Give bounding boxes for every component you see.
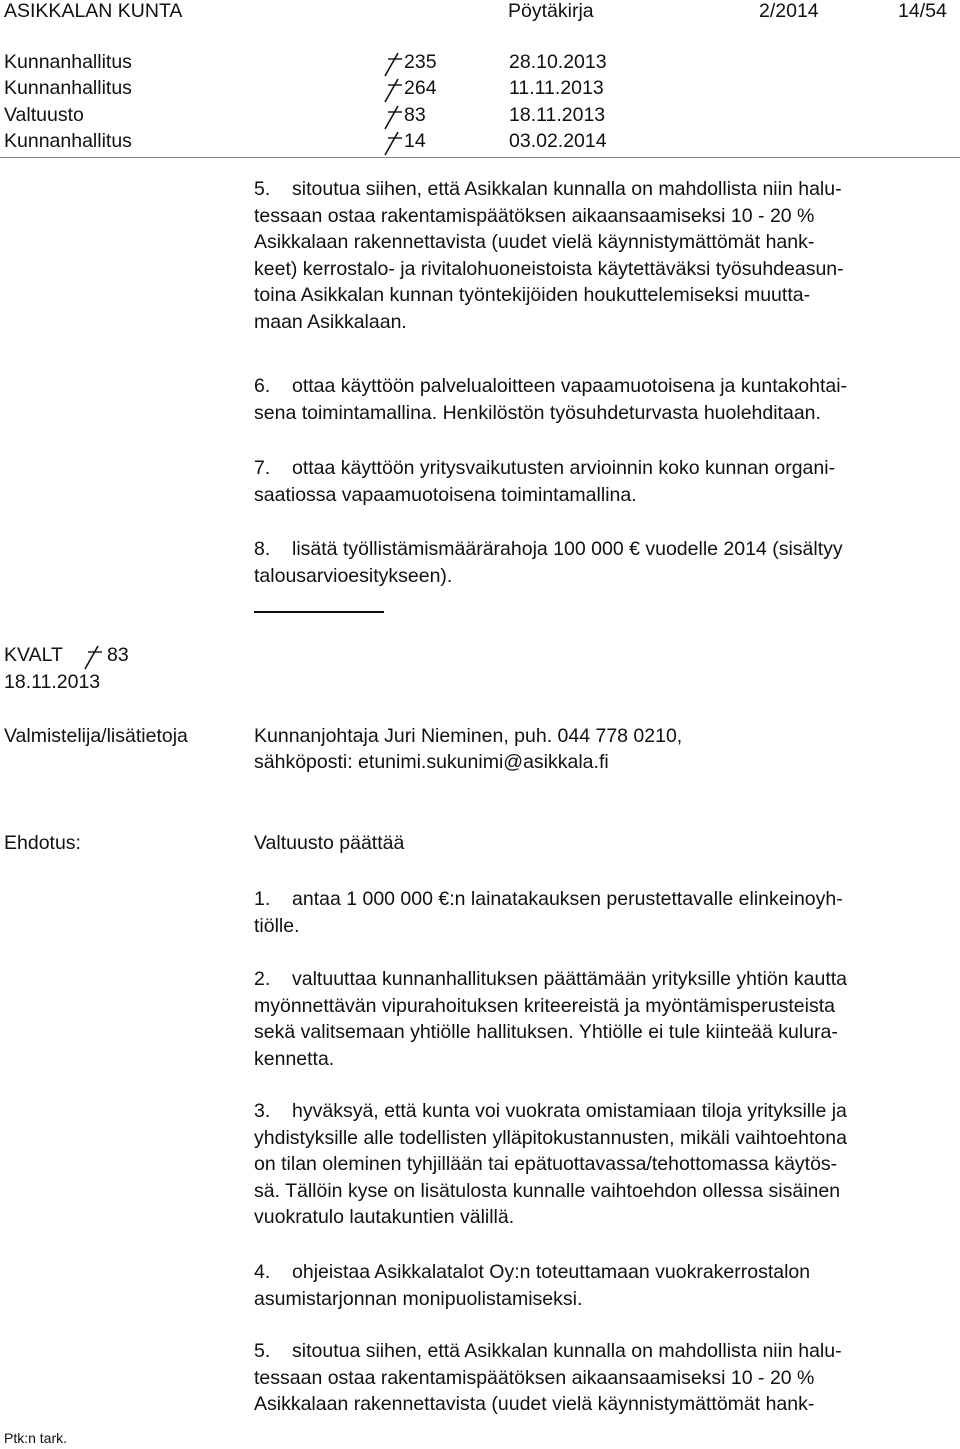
list-item [254, 1259, 954, 1312]
section-arrow-icon [378, 129, 406, 157]
section-arrow-icon [78, 643, 106, 671]
item-line: ottaa käyttöön yritysvaikutusten arvioinnin koko kunnan organi- [292, 457, 836, 479]
section-end-rule [254, 611, 384, 613]
item-line: tessaan ostaa rakentamispäätöksen aikaansaamiseksi 10 - 20 % [254, 1366, 815, 1389]
history-date: 18.11.2013 [509, 104, 606, 126]
page-number: 14/54 [898, 0, 947, 22]
item-number: 8. [254, 538, 271, 560]
history-body: Kunnanhallitus [4, 77, 132, 99]
doc-period: 2/2014 [759, 0, 819, 22]
item-number: 4. [254, 1261, 271, 1283]
item-number: 5. [254, 178, 271, 200]
item-number: 5. [254, 1340, 271, 1362]
section-arrow-icon [378, 103, 406, 131]
kvalt-num: 83 [107, 644, 129, 666]
item-line: asumistarjonnan monipuolistamiseksi. [254, 1287, 583, 1310]
item-line: sitoutua siihen, että Asikkalan kunnalla on mahdollista niin halu- [292, 1340, 842, 1362]
footer-ptk: Ptk:n tark. [4, 1430, 68, 1446]
preparer-line: Kunnanjohtaja Juri Nieminen, puh. 044 778 0210, [254, 725, 683, 747]
history-num: 14 [404, 130, 426, 152]
list-item [254, 1098, 954, 1231]
list-item [254, 966, 954, 1072]
list-item [254, 1338, 954, 1418]
section-arrow-icon [378, 50, 406, 78]
list-item [254, 176, 954, 336]
list-item [254, 373, 954, 426]
doc-type: Pöytäkirja [508, 0, 594, 22]
item-number: 1. [254, 888, 271, 910]
header-divider [0, 157, 960, 158]
item-line: keet) kerrostalo- ja rivitalohuoneistoista käytettäväksi työsuhdeasun- [254, 257, 844, 280]
history-date: 11.11.2013 [509, 77, 604, 99]
org-name: ASIKKALAN KUNTA [4, 0, 183, 22]
list-item [254, 536, 954, 589]
item-line: Asikkalaan rakennettavista (uudet vielä käynnistymättömät hank- [254, 231, 815, 254]
item-number: 2. [254, 968, 271, 990]
proposal-label: Ehdotus: [4, 832, 81, 854]
proposal-heading: Valtuusto päättää [254, 832, 405, 854]
item-line: lisätä työllistämismäärärahoja 100 000 € vuodelle 2014 (sisältyy [292, 538, 843, 560]
item-line: tiölle. [254, 914, 300, 937]
section-arrow-icon [378, 76, 406, 104]
list-item [254, 886, 954, 939]
item-line: sitoutua siihen, että Asikkalan kunnalla on mahdollista niin halu- [292, 178, 842, 200]
history-num: 235 [404, 51, 437, 73]
item-line: vuokratulo lautakuntien välillä. [254, 1206, 515, 1229]
history-body: Kunnanhallitus [4, 130, 132, 152]
preparer-email: sähköposti: etunimi.sukunimi@asikkala.fi [254, 751, 609, 773]
history-body: Valtuusto [4, 104, 84, 126]
kvalt-date: 18.11.2013 [4, 671, 101, 693]
item-line: tessaan ostaa rakentamispäätöksen aikaansaamiseksi 10 - 20 % [254, 204, 815, 227]
item-number: 3. [254, 1100, 271, 1122]
item-number: 7. [254, 457, 271, 479]
item-line: ottaa käyttöön palvelualoitteen vapaamuotoisena ja kuntakohtai- [292, 375, 848, 397]
item-line: talousarvioesitykseen). [254, 564, 453, 587]
item-line: myönnettävän vipurahoituksen kriteereistä ja myöntämisperusteista [254, 994, 835, 1017]
item-line: sena toimintamallina. Henkilöstön työsuhdeturvasta huolehditaan. [254, 401, 821, 424]
item-line: valtuuttaa kunnanhallituksen päättämään yrityksille yhtiön kautta [292, 968, 847, 990]
item-line: sä. Tällöin kyse on lisätulosta kunnalle vaihtoehdon ollessa sisäinen [254, 1179, 841, 1202]
history-body: Kunnanhallitus [4, 51, 132, 73]
kvalt-label: KVALT [4, 644, 63, 666]
item-line: kennetta. [254, 1047, 335, 1070]
history-num: 264 [404, 77, 437, 99]
item-line: antaa 1 000 000 €:n lainatakauksen perustettavalle elinkeinoyh- [292, 888, 843, 910]
list-item [254, 455, 954, 508]
item-line: Asikkalaan rakennettavista (uudet vielä käynnistymättömät hank- [254, 1393, 815, 1416]
item-line: toina Asikkalan kunnan työntekijöiden houkuttelemiseksi muutta- [254, 284, 811, 307]
preparer-label: Valmistelija/lisätietoja [4, 725, 188, 747]
history-num: 83 [404, 104, 426, 126]
item-line: saatiossa vapaamuotoisena toimintamallina. [254, 483, 637, 506]
item-number: 6. [254, 375, 271, 397]
item-line: sekä valitsemaan yhtiölle hallituksen. Yhtiölle ei tule kiinteää kulura- [254, 1021, 838, 1044]
item-line: hyväksyä, että kunta voi vuokrata omistamiaan tiloja yrityksille ja [292, 1100, 847, 1122]
history-date: 28.10.2013 [509, 51, 607, 73]
item-line: maan Asikkalaan. [254, 310, 407, 333]
history-date: 03.02.2014 [509, 130, 607, 152]
item-line: yhdistyksille alle todellisten ylläpitokustannusten, mikäli vaihtoehtona [254, 1126, 847, 1149]
item-line: ohjeistaa Asikkalatalot Oy:n toteuttamaan vuokrakerrostalon [292, 1261, 811, 1283]
item-line: on tilan oleminen tyhjillään tai epätuottavassa/tehottomassa käytös- [254, 1153, 838, 1176]
